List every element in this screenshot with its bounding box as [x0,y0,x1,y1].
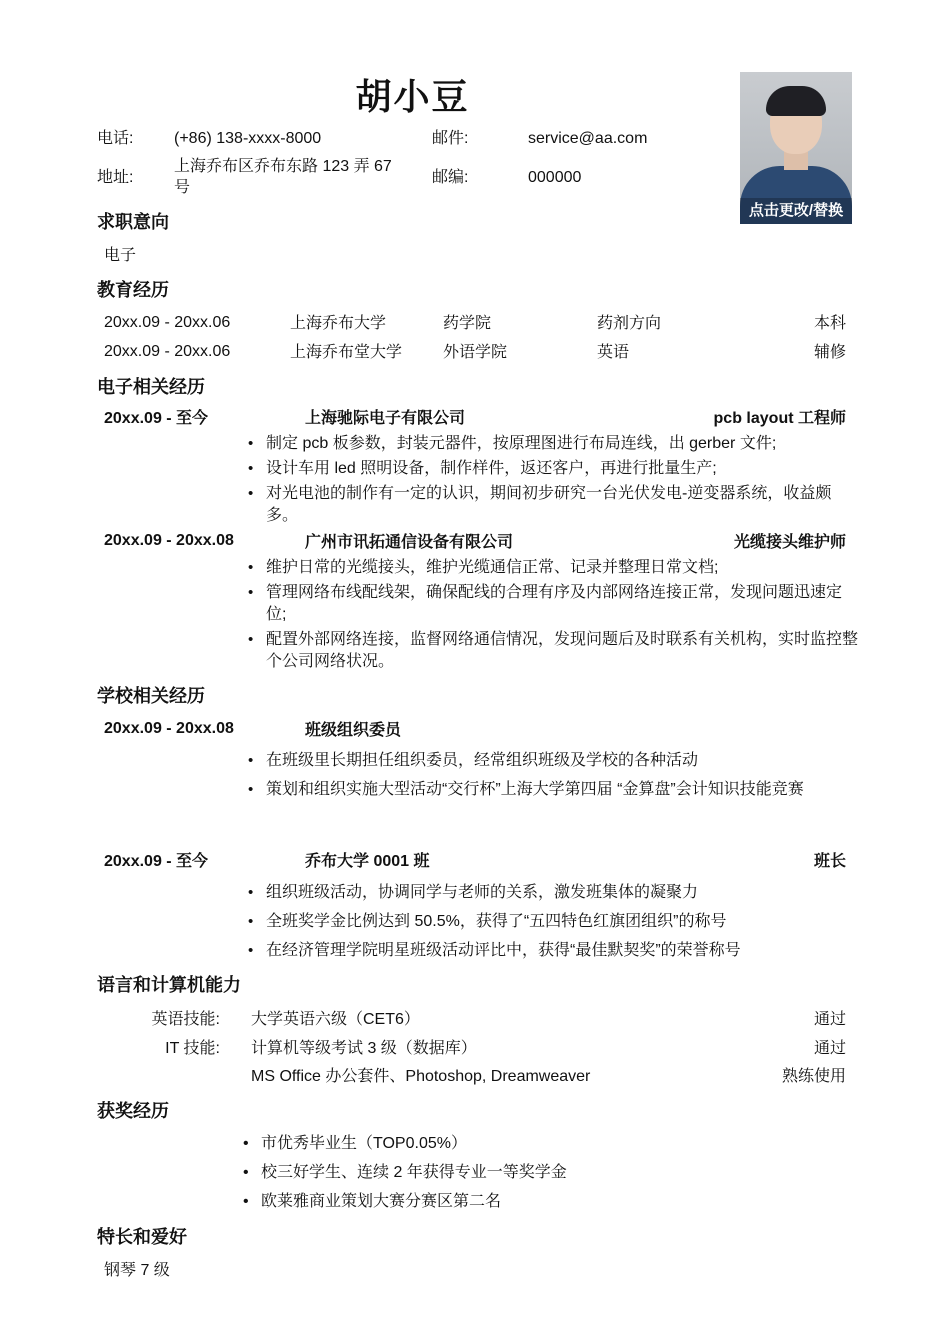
photo-hair [766,86,826,116]
section-title-hobbies: 特长和爱好 [97,1227,187,1247]
phone-label: 电话: [97,130,134,147]
section-title-school: 学校相关经历 [97,686,205,706]
education-degree: 辅修 [813,344,846,361]
address-value: 上海乔布区乔布东路 123 弄 67 号 [174,158,392,196]
school-org: 班级组织委员 [305,722,402,739]
section-title-skills: 语言和计算机能力 [97,975,241,995]
photo-change-caption[interactable]: 点击更改/替换 [740,198,852,224]
job-bullet: • 管理网络布线配线架，确保配线的合理有序及内部网络连接正常，发现问题迅速定位; [248,582,858,626]
job-company: 上海驰际电子有限公司 [305,410,466,427]
school-bullet: • 在班级里长期担任组织委员，经常组织班级及学校的各种活动 [248,750,858,772]
education-school: 上海乔布大学 [290,315,387,332]
job-bullet: • 设计车用 led 照明设备，制作样件，返还客户，再进行批量生产; [248,458,858,480]
education-major: 英语 [597,344,630,361]
job-company: 广州市讯拓通信设备有限公司 [305,534,514,551]
job-bullet: • 制定 pcb 板参数，封装元器件，按原理图进行布局连线，出 gerber 文件; [248,433,858,455]
job-date: 20xx.09 - 至今 [104,410,209,427]
zip-label: 邮编: [432,169,469,186]
job-bullet: • 对光电池的制作有一定的认识，期间初步研究一台光伏发电-逆变器系统，收益颇多。 [248,483,858,527]
skill-level: 通过 [813,1011,846,1028]
zip-value: 000000 [528,169,582,186]
education-date: 20xx.09 - 20xx.06 [104,314,231,331]
section-title-awards: 获奖经历 [97,1101,169,1121]
address-label: 地址: [97,169,134,186]
school-bullets [248,882,858,962]
job-bullet: • 维护日常的光缆接头，维护光缆通信正常、记录并整理日常文档; [248,557,858,579]
education-major: 药剂方向 [597,315,662,332]
award-item: • 市优秀毕业生（TOP0.05%） [243,1133,567,1155]
job-role: 光缆接头维护师 [733,534,846,551]
job-role: pcb layout 工程师 [713,410,846,427]
school-date: 20xx.09 - 20xx.08 [104,720,234,737]
education-date: 20xx.09 - 20xx.06 [104,343,231,360]
school-date: 20xx.09 - 至今 [104,853,209,870]
job-bullets [248,433,858,527]
job-bullets [248,557,858,673]
profile-photo[interactable] [740,72,852,224]
award-item: • 欧莱雅商业策划大赛分赛区第二名 [243,1191,567,1213]
section-title-electronics: 电子相关经历 [97,377,205,397]
school-role: 班长 [813,853,846,870]
skill-level: 熟练使用 [781,1068,846,1085]
school-bullets [248,750,858,801]
skill-label: 英语技能: [151,1011,220,1028]
candidate-name: 胡小豆 [355,76,470,117]
skill-desc: MS Office 办公套件、Photoshop, Dreamweaver [251,1068,591,1085]
section-title-objective: 求职意向 [97,212,169,232]
school-bullet: • 策划和组织实施大型活动“交行杯”上海大学第四届 “金算盘”会计知识技能竞赛 [248,779,858,801]
school-bullet: • 在经济管理学院明星班级活动评比中，获得“最佳默契奖”的荣誉称号 [248,940,858,962]
objective-value: 电子 [104,247,137,264]
education-school: 上海乔布堂大学 [290,344,403,361]
email-value: service@aa.com [528,130,648,147]
hobbies-value: 钢琴 7 级 [104,1262,170,1279]
education-degree: 本科 [813,315,846,332]
skill-level: 通过 [813,1040,846,1057]
skill-desc: 大学英语六级（CET6） [251,1011,420,1028]
skill-desc: 计算机等级考试 3 级（数据库） [251,1040,477,1057]
section-title-education: 教育经历 [97,280,169,300]
school-bullet: • 全班奖学金比例达到 50.5%，获得了“五四特色红旗团组织”的称号 [248,911,858,933]
award-item: • 校三好学生、连续 2 年获得专业一等奖学金 [243,1162,567,1184]
school-bullet: • 组织班级活动，协调同学与老师的关系，激发班集体的凝聚力 [248,882,858,904]
job-date: 20xx.09 - 20xx.08 [104,532,234,549]
school-org: 乔布大学 0001 班 [305,853,430,870]
education-college: 药学院 [443,315,492,332]
job-bullet: • 配置外部网络连接，监督网络通信情况，发现问题后及时联系有关机构，实时监控整个公司网络状况。 [248,629,858,673]
phone-value: (+86) 138-xxxx-8000 [174,130,322,147]
education-college: 外语学院 [443,344,508,361]
skill-label: IT 技能: [165,1040,220,1057]
email-label: 邮件: [432,130,469,147]
awards-list [243,1133,567,1213]
